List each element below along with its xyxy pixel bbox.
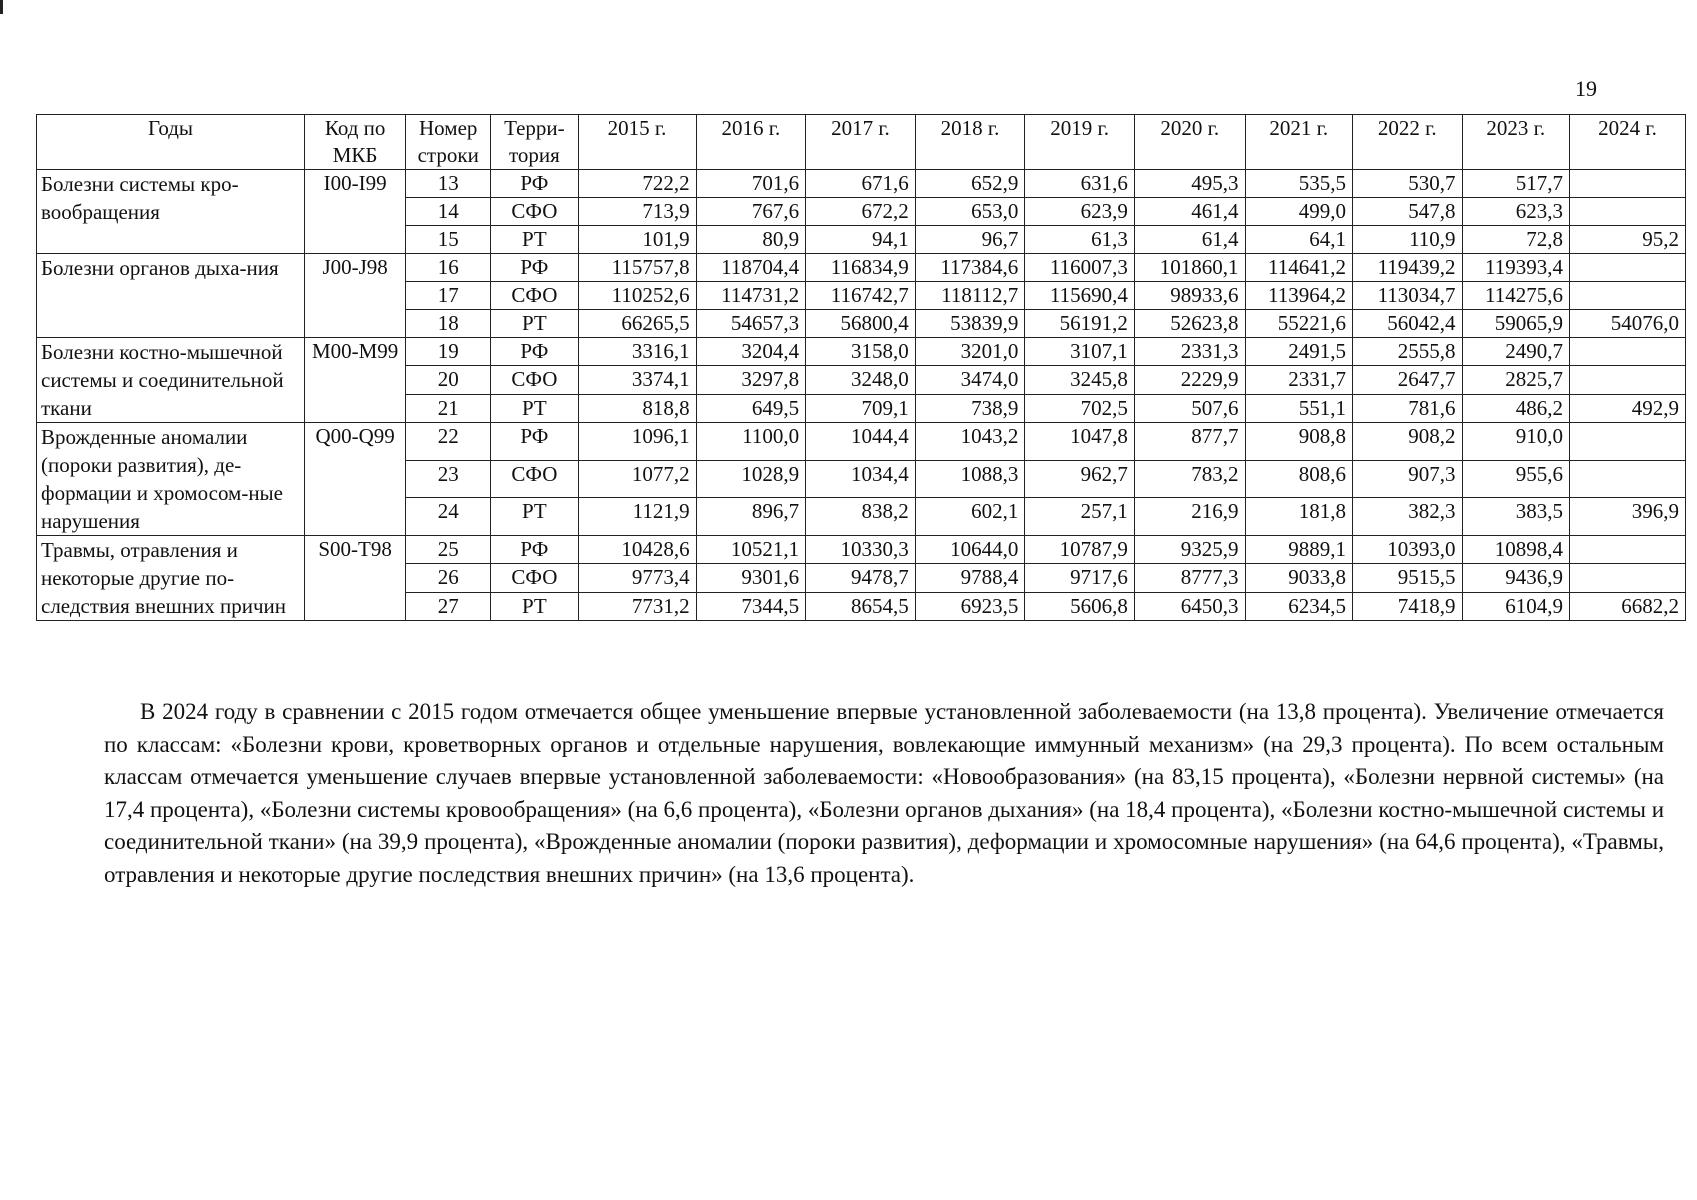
- value-cell: 3245,8: [1025, 366, 1135, 394]
- value-cell: 6682,2: [1569, 592, 1685, 620]
- value-cell: [1569, 282, 1685, 310]
- disease-class-cell: Врожденные аномалии (пороки развития), де-формации и хромосом-ные нарушения: [37, 423, 305, 536]
- territory-cell: РФ: [491, 338, 578, 366]
- column-header: 2015 г.: [578, 115, 696, 170]
- value-cell: 7731,2: [578, 592, 696, 620]
- value-cell: 1034,4: [806, 460, 916, 498]
- value-cell: 709,1: [806, 394, 916, 422]
- value-cell: 1100,0: [696, 423, 806, 461]
- value-cell: 9325,9: [1134, 536, 1245, 564]
- value-cell: 10428,6: [578, 536, 696, 564]
- value-cell: 9889,1: [1245, 536, 1352, 564]
- disease-class-cell: Болезни системы кро-вообращения: [37, 170, 305, 254]
- value-cell: 257,1: [1025, 498, 1135, 536]
- column-header: 2018 г.: [915, 115, 1025, 170]
- column-header: Номер строки: [406, 115, 491, 170]
- value-cell: 955,6: [1462, 460, 1569, 498]
- value-cell: 119439,2: [1352, 254, 1462, 282]
- value-cell: 61,3: [1025, 226, 1135, 254]
- value-cell: 2229,9: [1134, 366, 1245, 394]
- value-cell: 110252,6: [578, 282, 696, 310]
- value-cell: 118112,7: [915, 282, 1025, 310]
- value-cell: 6104,9: [1462, 592, 1569, 620]
- value-cell: 56800,4: [806, 310, 916, 338]
- value-cell: 9773,4: [578, 564, 696, 592]
- value-cell: 908,8: [1245, 423, 1352, 461]
- value-cell: 877,7: [1134, 423, 1245, 461]
- row-number-cell: 13: [406, 170, 491, 198]
- value-cell: 517,7: [1462, 170, 1569, 198]
- value-cell: 702,5: [1025, 394, 1135, 422]
- icd-code-cell: Q00-Q99: [305, 423, 406, 536]
- morbidity-table: [36, 114, 1686, 621]
- value-cell: [1569, 536, 1685, 564]
- table-row: [37, 338, 1686, 366]
- territory-cell: РФ: [491, 536, 578, 564]
- value-cell: 781,6: [1352, 394, 1462, 422]
- value-cell: 55221,6: [1245, 310, 1352, 338]
- value-cell: 1043,2: [915, 423, 1025, 461]
- value-cell: 8777,3: [1134, 564, 1245, 592]
- value-cell: [1569, 198, 1685, 226]
- value-cell: 3316,1: [578, 338, 696, 366]
- value-cell: 530,7: [1352, 170, 1462, 198]
- value-cell: 383,5: [1462, 498, 1569, 536]
- value-cell: 115690,4: [1025, 282, 1135, 310]
- icd-code-cell: S00-T98: [305, 536, 406, 621]
- value-cell: 116007,3: [1025, 254, 1135, 282]
- value-cell: 499,0: [1245, 198, 1352, 226]
- icd-code-cell: I00-I99: [305, 170, 406, 254]
- value-cell: 808,6: [1245, 460, 1352, 498]
- disease-class-cell: Болезни костно-мышечной системы и соединительной ткани: [37, 338, 305, 423]
- value-cell: 94,1: [806, 226, 916, 254]
- value-cell: 1028,9: [696, 460, 806, 498]
- value-cell: 7418,9: [1352, 592, 1462, 620]
- table-body: [37, 170, 1686, 621]
- value-cell: 117384,6: [915, 254, 1025, 282]
- value-cell: 2491,5: [1245, 338, 1352, 366]
- icd-code-cell: J00-J98: [305, 254, 406, 338]
- value-cell: 551,1: [1245, 394, 1352, 422]
- territory-cell: РТ: [491, 592, 578, 620]
- disease-class-cell: Травмы, отравления и некоторые другие по-следствия внешних причин: [37, 536, 305, 621]
- value-cell: 1096,1: [578, 423, 696, 461]
- territory-cell: СФО: [491, 460, 578, 498]
- value-cell: 701,6: [696, 170, 806, 198]
- value-cell: 9436,9: [1462, 564, 1569, 592]
- value-cell: 896,7: [696, 498, 806, 536]
- value-cell: 6923,5: [915, 592, 1025, 620]
- value-cell: 216,9: [1134, 498, 1245, 536]
- value-cell: 1121,9: [578, 498, 696, 536]
- value-cell: 838,2: [806, 498, 916, 536]
- value-cell: 53839,9: [915, 310, 1025, 338]
- value-cell: 507,6: [1134, 394, 1245, 422]
- territory-cell: РФ: [491, 254, 578, 282]
- value-cell: 114641,2: [1245, 254, 1352, 282]
- value-cell: 623,3: [1462, 198, 1569, 226]
- value-cell: 3204,4: [696, 338, 806, 366]
- row-number-cell: 20: [406, 366, 491, 394]
- column-header: Годы: [37, 115, 305, 170]
- value-cell: 649,5: [696, 394, 806, 422]
- value-cell: 3201,0: [915, 338, 1025, 366]
- value-cell: 1044,4: [806, 423, 916, 461]
- value-cell: [1569, 564, 1685, 592]
- value-cell: 671,6: [806, 170, 916, 198]
- value-cell: 3297,8: [696, 366, 806, 394]
- table-row: [37, 423, 1686, 461]
- territory-cell: РТ: [491, 498, 578, 536]
- territory-cell: РТ: [491, 394, 578, 422]
- value-cell: 95,2: [1569, 226, 1685, 254]
- value-cell: 602,1: [915, 498, 1025, 536]
- value-cell: 3374,1: [578, 366, 696, 394]
- value-cell: 547,8: [1352, 198, 1462, 226]
- column-header: 2017 г.: [806, 115, 916, 170]
- value-cell: 818,8: [578, 394, 696, 422]
- value-cell: 3474,0: [915, 366, 1025, 394]
- value-cell: 9301,6: [696, 564, 806, 592]
- value-cell: 461,4: [1134, 198, 1245, 226]
- column-header: Терри-тория: [491, 115, 578, 170]
- summary-paragraph: В 2024 году в сравнении с 2015 годом отмечается общее уменьшение впервые установленной заболеваемости (на 13,8 процента). Увеличение отмечается по классам: «Болезни крови, кроветворных органов и отдельные нарушения, вовлекающие иммунный механизм» (на 29,3 процента). По всем остальным классам отмечается уменьшение случаев впервые установленной заболеваемости: «Новообразования» (на 83,15 процента), «Болезни нервной системы» (на 17,4 процента), «Болезни системы кровообращения» (на 6,6 процента), «Болезни органов дыхания» (на 18,4 процента), «Болезни костно-мышечной системы и соединительной ткани» (на 39,9 процента), «Врожденные аномалии (пороки развития), деформации и хромосомные нарушения» (на 64,6 процента), «Травмы, отравления и некоторые другие последствия внешних причин» (на 13,6 процента).: [104, 699, 1664, 887]
- territory-cell: СФО: [491, 564, 578, 592]
- column-header: 2019 г.: [1025, 115, 1135, 170]
- table-header-row: [37, 115, 1686, 170]
- value-cell: 10393,0: [1352, 536, 1462, 564]
- value-cell: 54076,0: [1569, 310, 1685, 338]
- table-row: [37, 170, 1686, 198]
- value-cell: 722,2: [578, 170, 696, 198]
- column-header: Код по МКБ: [305, 115, 406, 170]
- value-cell: 2331,7: [1245, 366, 1352, 394]
- territory-cell: РТ: [491, 226, 578, 254]
- value-cell: 181,8: [1245, 498, 1352, 536]
- value-cell: 10644,0: [915, 536, 1025, 564]
- value-cell: 119393,4: [1462, 254, 1569, 282]
- value-cell: [1569, 460, 1685, 498]
- row-number-cell: 17: [406, 282, 491, 310]
- value-cell: 9033,8: [1245, 564, 1352, 592]
- value-cell: 116742,7: [806, 282, 916, 310]
- value-cell: 492,9: [1569, 394, 1685, 422]
- value-cell: 116834,9: [806, 254, 916, 282]
- value-cell: 767,6: [696, 198, 806, 226]
- row-number-cell: 21: [406, 394, 491, 422]
- value-cell: 64,1: [1245, 226, 1352, 254]
- value-cell: 80,9: [696, 226, 806, 254]
- value-cell: 2490,7: [1462, 338, 1569, 366]
- value-cell: 2555,8: [1352, 338, 1462, 366]
- value-cell: 908,2: [1352, 423, 1462, 461]
- territory-cell: РТ: [491, 310, 578, 338]
- value-cell: 8654,5: [806, 592, 916, 620]
- value-cell: 101860,1: [1134, 254, 1245, 282]
- value-cell: 3107,1: [1025, 338, 1135, 366]
- value-cell: 910,0: [1462, 423, 1569, 461]
- column-header: 2024 г.: [1569, 115, 1685, 170]
- territory-cell: СФО: [491, 282, 578, 310]
- value-cell: 10521,1: [696, 536, 806, 564]
- value-cell: 56042,4: [1352, 310, 1462, 338]
- value-cell: [1569, 423, 1685, 461]
- page-number: 19: [1575, 76, 1597, 101]
- column-header: 2020 г.: [1134, 115, 1245, 170]
- value-cell: 59065,9: [1462, 310, 1569, 338]
- value-cell: [1569, 338, 1685, 366]
- value-cell: 72,8: [1462, 226, 1569, 254]
- value-cell: 2647,7: [1352, 366, 1462, 394]
- value-cell: 6450,3: [1134, 592, 1245, 620]
- value-cell: 6234,5: [1245, 592, 1352, 620]
- value-cell: 623,9: [1025, 198, 1135, 226]
- value-cell: 9717,6: [1025, 564, 1135, 592]
- column-header: 2021 г.: [1245, 115, 1352, 170]
- value-cell: 56191,2: [1025, 310, 1135, 338]
- value-cell: 1047,8: [1025, 423, 1135, 461]
- value-cell: 114275,6: [1462, 282, 1569, 310]
- value-cell: 3248,0: [806, 366, 916, 394]
- row-number-cell: 27: [406, 592, 491, 620]
- value-cell: 2331,3: [1134, 338, 1245, 366]
- value-cell: 118704,4: [696, 254, 806, 282]
- value-cell: 535,5: [1245, 170, 1352, 198]
- value-cell: 113964,2: [1245, 282, 1352, 310]
- row-number-cell: 14: [406, 198, 491, 226]
- value-cell: 9788,4: [915, 564, 1025, 592]
- value-cell: 110,9: [1352, 226, 1462, 254]
- value-cell: 653,0: [915, 198, 1025, 226]
- value-cell: 9515,5: [1352, 564, 1462, 592]
- row-number-cell: 22: [406, 423, 491, 461]
- territory-cell: СФО: [491, 198, 578, 226]
- icd-code-cell: M00-M99: [305, 338, 406, 423]
- value-cell: 101,9: [578, 226, 696, 254]
- value-cell: 1077,2: [578, 460, 696, 498]
- value-cell: 396,9: [1569, 498, 1685, 536]
- column-header: 2016 г.: [696, 115, 806, 170]
- value-cell: 738,9: [915, 394, 1025, 422]
- value-cell: 962,7: [1025, 460, 1135, 498]
- disease-class-cell: Болезни органов дыха-ния: [37, 254, 305, 338]
- value-cell: 652,9: [915, 170, 1025, 198]
- value-cell: 3158,0: [806, 338, 916, 366]
- column-header: 2022 г.: [1352, 115, 1462, 170]
- value-cell: 96,7: [915, 226, 1025, 254]
- row-number-cell: 18: [406, 310, 491, 338]
- value-cell: 783,2: [1134, 460, 1245, 498]
- value-cell: 486,2: [1462, 394, 1569, 422]
- value-cell: 713,9: [578, 198, 696, 226]
- value-cell: [1569, 254, 1685, 282]
- value-cell: 52623,8: [1134, 310, 1245, 338]
- value-cell: 98933,6: [1134, 282, 1245, 310]
- value-cell: 115757,8: [578, 254, 696, 282]
- value-cell: 2825,7: [1462, 366, 1569, 394]
- row-number-cell: 23: [406, 460, 491, 498]
- row-number-cell: 24: [406, 498, 491, 536]
- value-cell: 382,3: [1352, 498, 1462, 536]
- row-number-cell: 19: [406, 338, 491, 366]
- value-cell: 907,3: [1352, 460, 1462, 498]
- value-cell: 495,3: [1134, 170, 1245, 198]
- row-number-cell: 26: [406, 564, 491, 592]
- territory-cell: РФ: [491, 170, 578, 198]
- value-cell: 66265,5: [578, 310, 696, 338]
- value-cell: 1088,3: [915, 460, 1025, 498]
- value-cell: [1569, 170, 1685, 198]
- value-cell: 10898,4: [1462, 536, 1569, 564]
- value-cell: 10787,9: [1025, 536, 1135, 564]
- territory-cell: СФО: [491, 366, 578, 394]
- value-cell: 113034,7: [1352, 282, 1462, 310]
- value-cell: 631,6: [1025, 170, 1135, 198]
- value-cell: 672,2: [806, 198, 916, 226]
- row-number-cell: 15: [406, 226, 491, 254]
- row-number-cell: 25: [406, 536, 491, 564]
- table-row: [37, 536, 1686, 564]
- table-row: [37, 254, 1686, 282]
- column-header: 2023 г.: [1462, 115, 1569, 170]
- value-cell: 61,4: [1134, 226, 1245, 254]
- value-cell: 54657,3: [696, 310, 806, 338]
- value-cell: 10330,3: [806, 536, 916, 564]
- value-cell: [1569, 366, 1685, 394]
- territory-cell: РФ: [491, 423, 578, 461]
- value-cell: 7344,5: [696, 592, 806, 620]
- value-cell: 114731,2: [696, 282, 806, 310]
- value-cell: 9478,7: [806, 564, 916, 592]
- value-cell: 5606,8: [1025, 592, 1135, 620]
- scan-edge-mark: [0, 0, 3, 14]
- row-number-cell: 16: [406, 254, 491, 282]
